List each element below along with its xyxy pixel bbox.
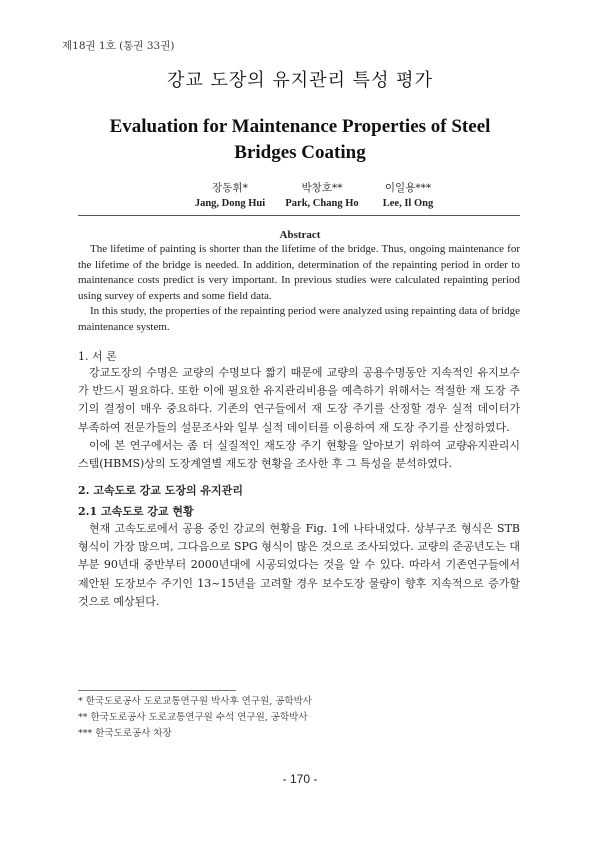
page-number: - 170 - <box>282 772 318 786</box>
author-english-name: Lee, Il Ong <box>382 198 434 209</box>
author-english-name: Park, Chang Ho <box>285 198 359 209</box>
footnote-divider <box>78 690 236 691</box>
subsection-2-1-heading: 2.1 고속도로 강교 현황 <box>78 505 194 518</box>
section-1-body <box>78 364 520 473</box>
abstract-paragraph: In this study, the properties of the repainting period were analyzed using repainting data of bridge maintenance system. <box>78 305 520 333</box>
footnote: *** 한국도로공사 차장 <box>78 728 172 739</box>
section-2-body <box>78 520 520 611</box>
author-3 <box>348 180 468 212</box>
author-korean-name: 장동휘* <box>212 182 248 194</box>
body-paragraph: 강교도장의 수명은 교량의 수명보다 짧기 때문에 교량의 공용수명동안 지속적인 유지보수가 반드시 필요하다. 또한 이에 필요한 유지관리비용을 예측하기 위해서는 적절한 재 도장 주기의 결정이 매우 중요하다. 기존의 연구들에서 재 도장 주기를 산정할 경우 실적 데이터가 부족하여 전문가들의 설문조사와 일부 실적 데이터를 이용하여 재 도장 주기를 산정하였다. <box>78 366 520 434</box>
abstract-paragraph: The lifetime of painting is shorter than the lifetime of the bridge. Thus, ongoing maintenance for the lifetime of the bridge is needed. In addition, determination of the repainting period in order to maintenance costs predict is very important. In previous studies were calculated repainting period using survey of experts and some field data. <box>78 243 520 302</box>
abstract-body <box>78 242 520 336</box>
section-1-heading: 1. 서 론 <box>78 350 117 363</box>
footnotes <box>78 694 312 742</box>
footnote: ** 한국도로공사 도로교통연구원 수석 연구원, 공학박사 <box>78 712 308 723</box>
section-2-heading: 2. 고속도로 강교 도장의 유지관리 <box>78 484 243 497</box>
korean-title: 강교 도장의 유지관리 특성 평가 <box>167 70 433 91</box>
abstract-heading: Abstract <box>279 229 321 241</box>
author-english-name: Jang, Dong Hui <box>194 198 266 209</box>
body-paragraph: 현재 고속도로에서 공용 중인 강교의 현황을 Fig. 1에 나타내었다. 상부구조 형식은 STB 형식이 가장 많으며, 그다음으로 SPG 형식이 많은 것으로 조사되었다. 교량의 준공년도는 대부분 90년대 중반부터 2000년대에 시공되었다는 것을 알 수 있다. 따라서 기존연구들에서 제안된 도장보수 주기인 13~15년을 고려할 경우 보수도장 물량이 향후 지속적으로 증가할 것으로 예상된다. <box>78 522 520 608</box>
author-korean-name: 박창호** <box>301 182 343 194</box>
body-paragraph: 이에 본 연구에서는 좀 더 실질적인 재도장 주기 현황을 알아보기 위하여 교량유지관리시스템(HBMS)상의 도장계열별 재도장 현황을 조사한 후 그 특성을 분석하였다. <box>78 438 520 471</box>
journal-reference: 제18권 1호 (통권 33권) <box>62 40 175 52</box>
english-title: Evaluation for Maintenance Properties of Steel Bridges Coating <box>109 116 491 163</box>
footnote: * 한국도로공사 도로교통연구원 박사후 연구원, 공학박사 <box>78 696 312 707</box>
title-divider <box>78 215 520 216</box>
author-korean-name: 이일용*** <box>384 182 432 194</box>
